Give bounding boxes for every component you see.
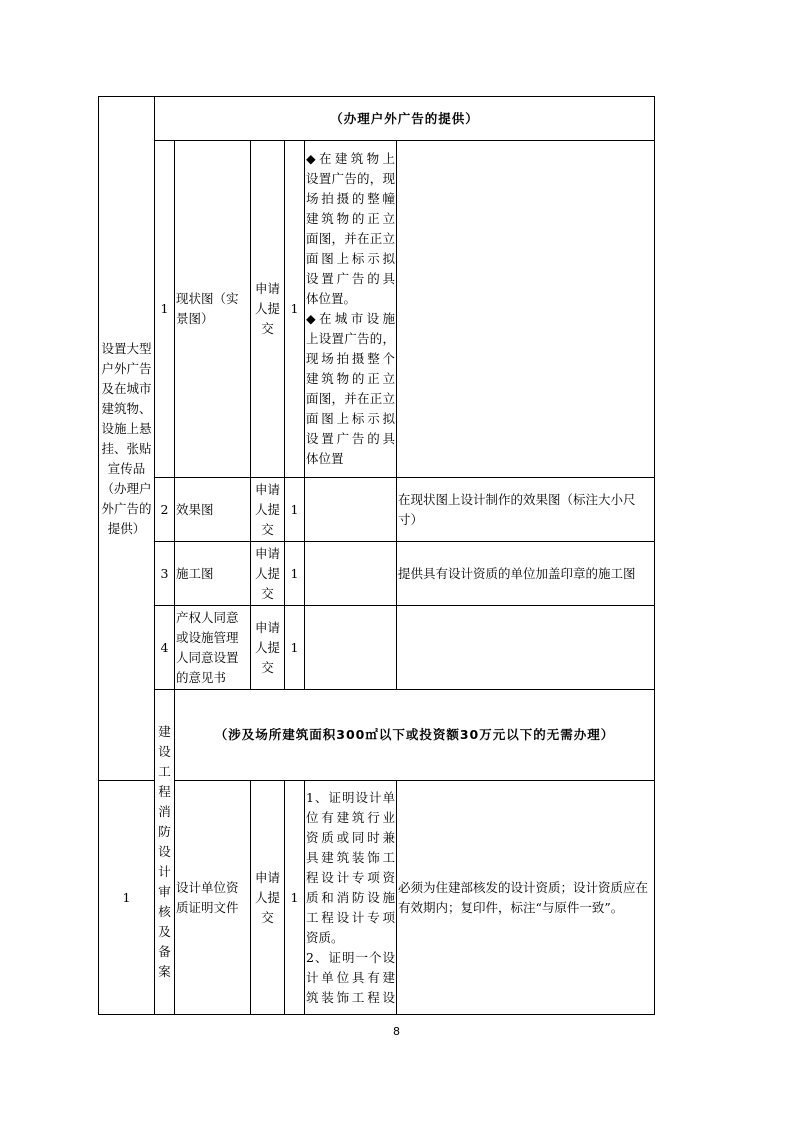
section-header-outdoor-ads: （办理户外广告的提供） <box>155 97 655 141</box>
section-header-row <box>99 690 655 781</box>
material-count: 1 <box>285 606 305 690</box>
requirement-line: 建筑物的正立 <box>306 211 395 226</box>
section-header-fire-design: （涉及场所建筑面积300㎡以下或投资额30万元以下的无需办理） <box>175 690 655 781</box>
material-note: 提供具有设计资质的单位加盖印章的施工图 <box>397 542 655 606</box>
material-source: 申请人提交 <box>251 606 285 690</box>
material-count: 1 <box>285 141 305 478</box>
requirement-line: 面图上标示拟 <box>306 251 395 266</box>
requirement-line: ◆在建筑物上 <box>306 151 395 166</box>
page-number: 8 <box>393 1025 400 1038</box>
material-source: 申请人提交 <box>251 478 285 542</box>
row-number: 1 <box>155 141 175 478</box>
material-count: 1 <box>285 478 305 542</box>
requirement-line: 建筑物的正立 <box>306 371 395 386</box>
material-source: 申请人提交 <box>251 781 285 1015</box>
requirement-line: 计单位具有建 <box>306 969 395 985</box>
row-number: 1 <box>99 781 155 1015</box>
section-header-row <box>99 97 655 141</box>
requirement-line: 设置广告的具 <box>306 431 395 446</box>
material-source: 申请人提交 <box>251 141 285 478</box>
category-fire-design: 建设工程消防设计审核及备案 <box>155 690 175 1015</box>
material-note <box>397 606 655 690</box>
table-row <box>99 542 655 606</box>
table-row <box>99 478 655 542</box>
requirement-line: 筑装饰工程设 <box>306 989 395 1005</box>
material-name: 设计单位资质证明文件 <box>175 781 251 1015</box>
material-source: 申请人提交 <box>251 542 285 606</box>
category-outdoor-ads: 设置大型户外广告及在城市建筑物、设施上悬挂、张贴宣传品（办理户外广告的提供） <box>99 97 155 781</box>
material-requirement <box>305 781 397 1015</box>
requirement-line: 1、证明设计单 <box>306 789 395 805</box>
requirement-line: 体位置 <box>306 451 344 466</box>
table-row <box>99 606 655 690</box>
row-number: 4 <box>155 606 175 690</box>
row-number: 3 <box>155 542 175 606</box>
requirement-line: ◆在城市设施 <box>306 311 395 326</box>
table-row <box>99 781 655 1015</box>
requirement-line: 体位置。 <box>306 291 357 306</box>
requirement-line: 工程设计专项 <box>306 909 395 925</box>
row-number: 2 <box>155 478 175 542</box>
material-requirement <box>305 542 397 606</box>
material-requirement <box>305 606 397 690</box>
table-row <box>99 141 655 478</box>
materials-table <box>98 96 655 1015</box>
requirement-line: 资质或同时兼 <box>306 829 395 845</box>
requirement-line: 上设置广告的， <box>306 331 395 346</box>
requirement-line: 程设计专项资 <box>306 869 395 885</box>
requirement-line: 面图，并在正立 <box>306 391 395 406</box>
requirement-line: 资质。 <box>306 929 344 945</box>
material-requirement <box>305 141 397 478</box>
requirement-line: 面图上标示拟 <box>306 411 395 426</box>
requirement-line: 具建筑装饰工 <box>306 849 395 865</box>
requirement-line: 质和消防设施 <box>306 889 395 905</box>
requirement-line: 现场拍摄整个 <box>306 351 395 366</box>
requirement-line: 设置广告的，现 <box>306 171 395 186</box>
requirement-line: 场拍摄的整幢 <box>306 191 395 206</box>
requirement-line: 设置广告的具 <box>306 271 395 286</box>
material-name: 现状图（实景图） <box>175 141 251 478</box>
requirement-line: 位有建筑行业 <box>306 809 395 825</box>
material-name: 产权人同意或设施管理人同意设置的意见书 <box>175 606 251 690</box>
material-count: 1 <box>285 542 305 606</box>
material-name: 施工图 <box>175 542 251 606</box>
material-count: 1 <box>285 781 305 1015</box>
material-name: 效果图 <box>175 478 251 542</box>
material-note: 必须为住建部核发的设计资质；设计资质应在有效期内；复印件，标注“与原件一致”。 <box>397 781 655 1015</box>
material-note <box>397 141 655 478</box>
requirement-line: 面图，并在正立 <box>306 231 395 246</box>
material-note: 在现状图上设计制作的效果图（标注大小尺寸） <box>397 478 655 542</box>
material-requirement <box>305 478 397 542</box>
requirement-line: 2、证明一个设 <box>306 949 395 965</box>
